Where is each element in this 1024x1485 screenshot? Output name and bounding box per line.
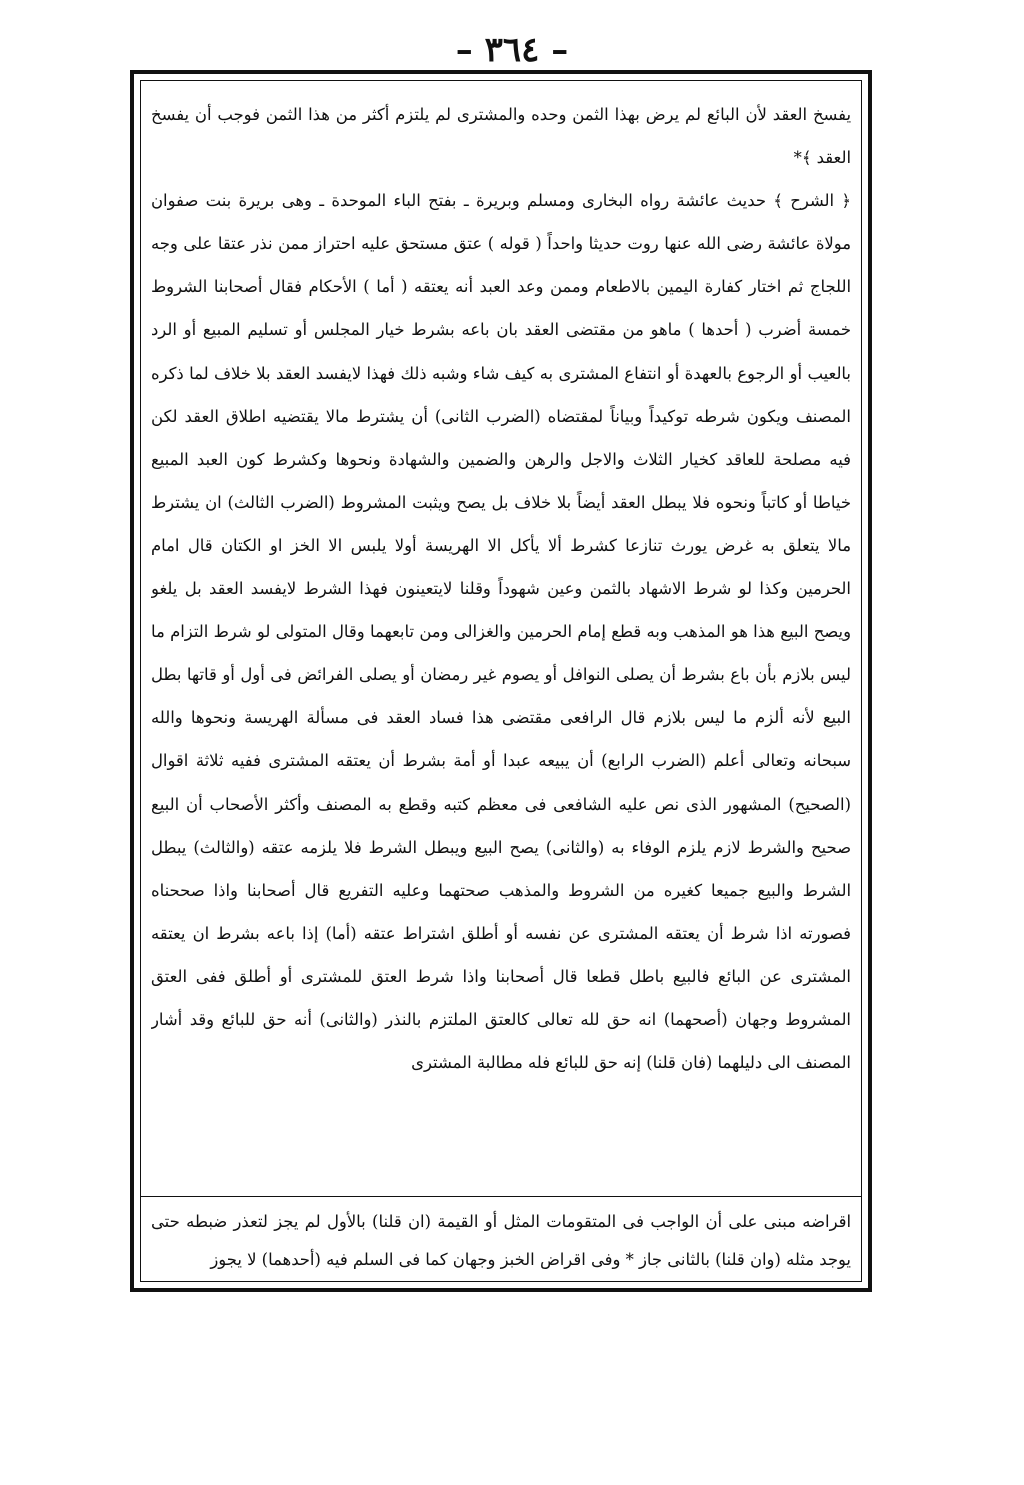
footnote-block (151, 1203, 851, 1283)
footnote-paragraph-1: اقراضه مبنى على أن الواجب فى المتقومات المثل أو القيمة (ان قلنا) بالأول لم يجز لتعذر ضبطه حتى يوجد مثله (وان قلنا) بالثانى جاز * وفى اقراض الخبز وجهان كما فى السلم فيه (أحدهما) لا يجوز (151, 1212, 851, 1269)
page-frame (130, 70, 872, 1292)
main-text-block (151, 93, 851, 1183)
footnote-divider (141, 1196, 861, 1197)
page-number: – ٣٦٤ – (455, 30, 569, 70)
page-frame-inner (140, 80, 862, 1282)
main-paragraph-1: يفسخ العقد لأن البائع لم يرض بهذا الثمن وحده والمشترى لم يلتزم أكثر من هذا الثمن فوجب أن يفسخ العقد ﴾* (151, 105, 851, 168)
main-paragraph-2: ﴿ الشرح ﴾ حديث عائشة رواه البخارى ومسلم وبريرة ـ بفتح الباء الموحدة ـ وهى بريرة بنت صفوان مولاة عائشة رضى الله عنها روت حديثا واحداً ( قوله ) عتق مستحق عليه احتراز ممن نذر عتقا على وجه اللجاج ثم اختار كفارة اليمين بالاطعام وممن وعد العبد أنه يعتقه ( أما ) الأحكام فقال أصحابنا الشروط خمسة أضرب ( أحدها ) ماهو من مقتضى العقد بان باعه بشرط خيار المجلس أو تسليم المبيع أو الرد بالعيب أو الرجوع بالعهدة أو انتفاع المشترى به كيف شاء وشبه ذلك فهذا لايفسد العقد بلا خلاف لما ذكره المصنف ويكون شرطه توكيداً وبياناً لمقتضاه (الضرب الثانى) أن يشترط مالا يقتضيه اطلاق العقد لكن فيه مصلحة للعاقد كخيار الثلاث والاجل والرهن والضمين والشهادة ونحوها وكشرط كون العبد المبيع خياطا أو كاتباً ونحوه فلا يبطل العقد أيضاً بلا خلاف بل يصح ويثبت المشروط (الضرب الثالث) ان يشترط مالا يتعلق به غرض يورث تنازعا كشرط ألا يأكل الا الهريسة أولا يلبس الا الخز او الكتان قال امام الحرمين وكذا لو شرط الاشهاد بالثمن وعين شهوداً وقلنا لايتعينون فهذا الشرط لايفسد العقد بل يلغو ويصح البيع هذا هو المذهب وبه قطع إمام الحرمين والغزالى ومن تابعهما وقال المتولى لو شرط التزام ما ليس بلازم بأن باع بشرط أن يصلى النوافل أو يصوم غير رمضان أو يصلى الفرائض فى أول أو قاتها بطل البيع لأنه ألزم ما ليس بلازم قال الرافعى مقتضى هذا فساد العقد فى مسألة الهريسة ونحوها والله سبحانه وتعالى أعلم (الضرب الرابع) أن يبيعه عبدا أو أمة بشرط أن يعتقه المشترى ففيه ثلاثة اقوال (الصحيح) المشهور الذى نص عليه الشافعى فى معظم كتبه وقطع به المصنف وأكثر الأصحاب أن البيع صحيح والشرط لازم يلزم الوفاء به (والثانى) يصح البيع ويبطل الشرط فلا يلزمه عتقه (والثالث) يبطل الشرط والبيع جميعا كغيره من الشروط والمذهب صحتهما وعليه التفريع قال أصحابنا واذا صححناه فصورته اذا شرط أن يعتقه المشترى عن نفسه أو أطلق اشتراط عتقه (أما) إذا باعه بشرط ان يعتقه المشترى عن البائع فالبيع باطل قطعا قال أصحابنا واذا شرط العتق للمشترى أو أطلق ففى العتق المشروط وجهان (أصحهما) انه حق لله تعالى كالعتق الملتزم بالنذر (والثانى) أنه حق للبائع وقد أشار المصنف الى دليلهما (فان قلنا) إنه حق للبائع فله مطالبة المشترى (151, 191, 851, 1073)
